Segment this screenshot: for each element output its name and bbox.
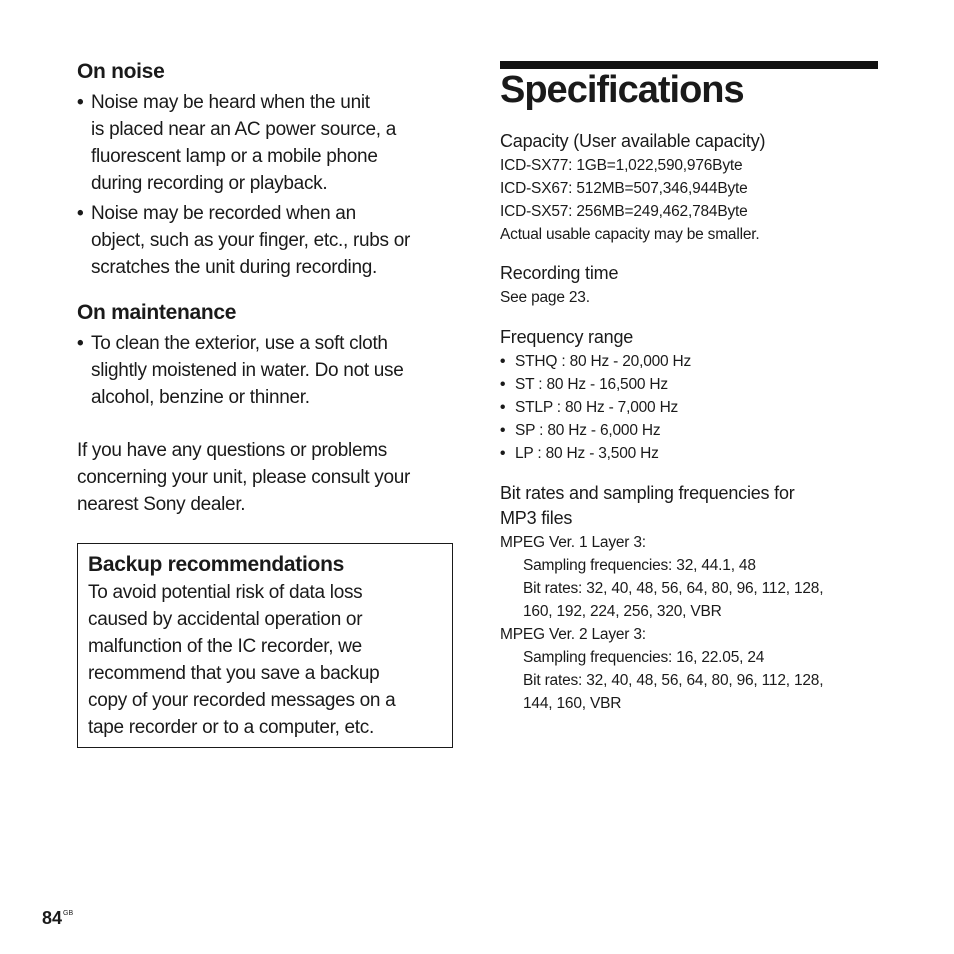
capacity-line-3: ICD-SX57: 256MB=249,462,784Byte xyxy=(500,203,748,220)
contact-line-2: concerning your unit, please consult your xyxy=(77,467,411,488)
list-item xyxy=(77,200,457,281)
backup-line-2: caused by accidental operation or xyxy=(88,609,363,630)
maintenance-bullet-line-3: alcohol, benzine or thinner. xyxy=(91,387,310,408)
capacity-line-2: ICD-SX67: 512MB=507,346,944Byte xyxy=(500,180,748,197)
capacity-line-4: Actual usable capacity may be smaller. xyxy=(500,226,760,243)
mpeg1-bitrates-line-2: 160, 192, 224, 256, 320, VBR xyxy=(523,603,722,620)
bitrates-heading xyxy=(500,481,880,531)
bullet-icon: • xyxy=(500,399,506,416)
bullet-icon: • xyxy=(77,203,84,224)
list-item xyxy=(500,442,880,465)
backup-line-1: To avoid potential risk of data loss xyxy=(88,582,363,603)
backup-recommendations-box xyxy=(77,543,453,748)
frequency-list xyxy=(500,350,880,465)
noise-bullet-2-line-3: scratches the unit during recording. xyxy=(91,257,377,278)
noise-bullet-2-line-2: object, such as your finger, etc., rubs or xyxy=(91,230,411,251)
bitrates-heading-line-2: MP3 files xyxy=(500,508,573,528)
mpeg2-bitrates-line-1: Bit rates: 32, 40, 48, 56, 64, 80, 96, 112, 128, xyxy=(523,672,824,689)
mpeg2-bitrates-line-2: 144, 160, VBR xyxy=(523,695,622,712)
contact-paragraph xyxy=(77,437,457,518)
list-item xyxy=(500,396,880,419)
backup-line-4: recommend that you save a backup xyxy=(88,663,380,684)
frequency-item: STHQ : 80 Hz - 20,000 Hz xyxy=(515,353,692,370)
backup-heading: Backup recommendations xyxy=(88,553,344,576)
page-title: Specifications xyxy=(500,69,744,111)
backup-line-6: tape recorder or to a computer, etc. xyxy=(88,717,374,738)
recording-time-text: See page 23. xyxy=(500,289,590,306)
frequency-item: SP : 80 Hz - 6,000 Hz xyxy=(515,422,661,439)
left-column xyxy=(77,58,457,518)
bullet-icon: • xyxy=(77,92,84,113)
mpeg2-label: MPEG Ver. 2 Layer 3: xyxy=(500,626,646,643)
backup-paragraph xyxy=(88,579,442,741)
list-item xyxy=(77,330,457,411)
page-number xyxy=(42,908,73,929)
page-number-suffix: GB xyxy=(63,910,74,917)
capacity-line-1: ICD-SX77: 1GB=1,022,590,976Byte xyxy=(500,157,743,174)
noise-bullet-1-line-4: during recording or playback. xyxy=(91,173,328,194)
frequency-range-section xyxy=(500,325,880,465)
on-noise-heading: On noise xyxy=(77,60,165,83)
list-item xyxy=(500,373,880,396)
frequency-item: LP : 80 Hz - 3,500 Hz xyxy=(515,445,659,462)
list-item xyxy=(77,89,457,197)
frequency-item: STLP : 80 Hz - 7,000 Hz xyxy=(515,399,679,416)
backup-line-5: copy of your recorded messages on a xyxy=(88,690,396,711)
noise-bullet-1-line-1: Noise may be heard when the unit xyxy=(91,92,370,113)
recording-time-section xyxy=(500,261,880,309)
frequency-item: ST : 80 Hz - 16,500 Hz xyxy=(515,376,668,393)
mpeg1-label: MPEG Ver. 1 Layer 3: xyxy=(500,534,646,551)
capacity-heading: Capacity (User available capacity) xyxy=(500,131,766,151)
contact-line-3: nearest Sony dealer. xyxy=(77,494,246,515)
noise-bullet-list xyxy=(77,89,457,281)
backup-line-3: malfunction of the IC recorder, we xyxy=(88,636,362,657)
list-item xyxy=(500,419,880,442)
noise-bullet-1-line-2: is placed near an AC power source, a xyxy=(91,119,396,140)
maintenance-bullet-line-1: To clean the exterior, use a soft cloth xyxy=(91,333,388,354)
mpeg1-bitrates-line-1: Bit rates: 32, 40, 48, 56, 64, 80, 96, 112, 128, xyxy=(523,580,824,597)
bitrates-section xyxy=(500,481,880,715)
mpeg1-sampling: Sampling frequencies: 32, 44.1, 48 xyxy=(523,557,756,574)
bullet-icon: • xyxy=(500,445,506,462)
noise-bullet-2-line-1: Noise may be recorded when an xyxy=(91,203,356,224)
bullet-icon: • xyxy=(500,376,506,393)
bullet-icon: • xyxy=(500,422,506,439)
maintenance-bullet-list xyxy=(77,330,457,411)
bullet-icon: • xyxy=(77,333,84,354)
bullet-icon: • xyxy=(500,353,506,370)
on-maintenance-heading: On maintenance xyxy=(77,301,237,324)
mpeg2-sampling: Sampling frequencies: 16, 22.05, 24 xyxy=(523,649,765,666)
frequency-range-heading: Frequency range xyxy=(500,327,634,347)
bitrates-heading-line-1: Bit rates and sampling frequencies for xyxy=(500,483,795,503)
capacity-section xyxy=(500,129,880,246)
recording-time-heading: Recording time xyxy=(500,263,619,283)
list-item xyxy=(500,350,880,373)
noise-bullet-1-line-3: fluorescent lamp or a mobile phone xyxy=(91,146,378,167)
contact-line-1: If you have any questions or problems xyxy=(77,440,387,461)
page-number-value: 84 xyxy=(42,908,63,928)
maintenance-bullet-line-2: slightly moistened in water. Do not use xyxy=(91,360,404,381)
